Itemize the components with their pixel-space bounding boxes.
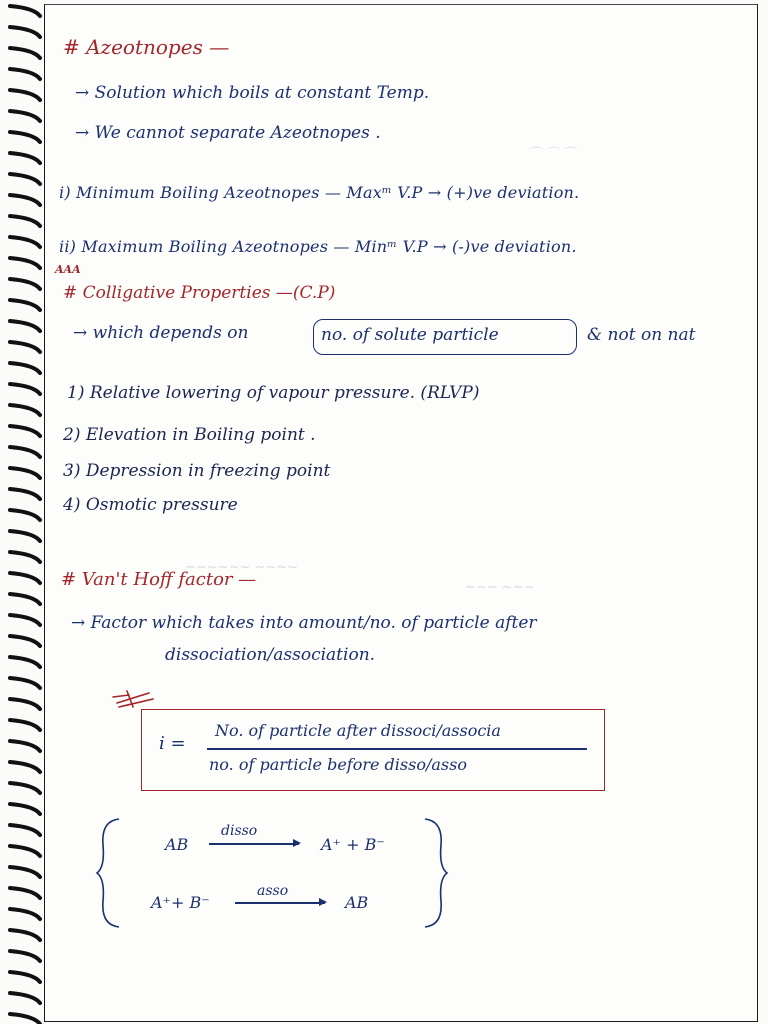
reaction-2-reactants: A⁺+ B⁻ bbox=[151, 893, 210, 912]
spiral-coil bbox=[10, 216, 40, 226]
vant-hoff-definition-line-2: dissociation/association. bbox=[165, 645, 376, 665]
spiral-coil bbox=[10, 909, 40, 919]
spiral-coil bbox=[10, 951, 40, 961]
spiral-coil bbox=[10, 720, 40, 730]
reaction-braces bbox=[95, 815, 455, 935]
formula-lhs: i = bbox=[159, 733, 186, 754]
spiral-coil bbox=[10, 195, 40, 205]
reaction-2-product: AB bbox=[345, 893, 369, 912]
fraction-bar bbox=[207, 748, 587, 750]
spiral-coil bbox=[10, 510, 40, 520]
formula-denominator: no. of particle before disso/asso bbox=[209, 755, 467, 774]
maximum-boiling-azeotropes: ii) Maximum Boiling Azeotnopes — Minᵐ V.P → (-)ve deviation. bbox=[59, 237, 577, 256]
reaction-1-label: disso bbox=[221, 823, 258, 839]
spiral-coil bbox=[10, 447, 40, 457]
bleed-through-mark: ~~~ ~~~ bbox=[465, 580, 535, 595]
spiral-coil bbox=[10, 888, 40, 898]
spiral-coil bbox=[10, 111, 40, 121]
colligative-item-2: 2) Elevation in Boiling point . bbox=[63, 425, 316, 445]
spiral-coil bbox=[10, 300, 40, 310]
spiral-coil bbox=[10, 804, 40, 814]
spiral-coil bbox=[10, 699, 40, 709]
bleed-through-mark: ⌒ ⌒ ⌒ bbox=[530, 147, 578, 162]
spiral-coil bbox=[10, 90, 40, 100]
colligative-definition-prefix: → which depends on bbox=[73, 323, 249, 343]
reaction-2-label: asso bbox=[257, 883, 289, 899]
spiral-coil bbox=[10, 783, 40, 793]
reaction-1-reactant: AB bbox=[165, 835, 189, 854]
reaction-1-arrow-icon bbox=[209, 843, 299, 845]
minimum-boiling-azeotropes: i) Minimum Boiling Azeotnopes — Maxᵐ V.P → (+)ve deviation. bbox=[59, 183, 580, 202]
spiral-coil bbox=[10, 594, 40, 604]
important-stars: AAA bbox=[55, 263, 81, 276]
spiral-coil bbox=[10, 741, 40, 751]
spiral-coil bbox=[10, 972, 40, 982]
spiral-coil bbox=[10, 468, 40, 478]
important-mark-icon bbox=[109, 689, 155, 711]
colligative-properties-heading: # Colligative Properties —(C.P) bbox=[63, 283, 336, 303]
colligative-definition-suffix: & not on nat bbox=[587, 325, 696, 345]
spiral-coil bbox=[10, 384, 40, 394]
spiral-coil bbox=[10, 27, 40, 37]
spiral-coil bbox=[10, 48, 40, 58]
spiral-coil bbox=[10, 405, 40, 415]
colligative-item-1: 1) Relative lowering of vapour pressure. (RLVP) bbox=[67, 383, 480, 403]
spiral-coil bbox=[10, 174, 40, 184]
spiral-coil bbox=[10, 426, 40, 436]
spiral-coil bbox=[10, 846, 40, 856]
spiral-coil bbox=[10, 825, 40, 835]
spiral-coil bbox=[10, 321, 40, 331]
reaction-1-products: A⁺ + B⁻ bbox=[321, 835, 385, 854]
vant-hoff-heading: # Van't Hoff factor — bbox=[61, 569, 257, 590]
spiral-coil bbox=[10, 762, 40, 772]
vant-hoff-definition-line-1: → Factor which takes into amount/no. of particle after bbox=[71, 613, 537, 633]
spiral-coil bbox=[10, 531, 40, 541]
spiral-coil bbox=[10, 573, 40, 583]
spiral-binding bbox=[0, 0, 50, 1024]
spiral-coil bbox=[10, 552, 40, 562]
spiral-coil bbox=[10, 342, 40, 352]
spiral-coil bbox=[10, 279, 40, 289]
spiral-coil bbox=[10, 615, 40, 625]
spiral-coil bbox=[10, 489, 40, 499]
spiral-coil bbox=[10, 636, 40, 646]
spiral-coil bbox=[10, 153, 40, 163]
spiral-coil bbox=[10, 258, 40, 268]
azeotropes-point-1: → Solution which boils at constant Temp. bbox=[75, 83, 430, 103]
spiral-coil bbox=[10, 237, 40, 247]
azeotropes-point-2: → We cannot separate Azeotnopes . bbox=[75, 123, 381, 143]
formula-numerator: No. of particle after dissoci/associa bbox=[215, 721, 501, 740]
spiral-coil bbox=[10, 132, 40, 142]
spiral-coil bbox=[10, 69, 40, 79]
notebook-page bbox=[44, 4, 758, 1022]
colligative-definition-boxed: no. of solute particle bbox=[321, 325, 499, 345]
spiral-coil bbox=[10, 1014, 40, 1024]
colligative-item-4: 4) Osmotic pressure bbox=[63, 495, 238, 515]
bleed-through-mark: ~~~~~~ ~~~~ bbox=[185, 560, 299, 575]
spiral-coil bbox=[10, 363, 40, 373]
spiral-coil bbox=[10, 867, 40, 877]
reaction-2-arrow-icon bbox=[235, 902, 325, 904]
spiral-coil bbox=[10, 993, 40, 1003]
spiral-coil bbox=[10, 678, 40, 688]
azeotropes-heading: # Azeotnopes — bbox=[63, 35, 230, 59]
colligative-item-3: 3) Depression in freezing point bbox=[63, 461, 331, 481]
spiral-coil bbox=[10, 657, 40, 667]
spiral-coil bbox=[10, 930, 40, 940]
spiral-coil bbox=[10, 6, 40, 16]
